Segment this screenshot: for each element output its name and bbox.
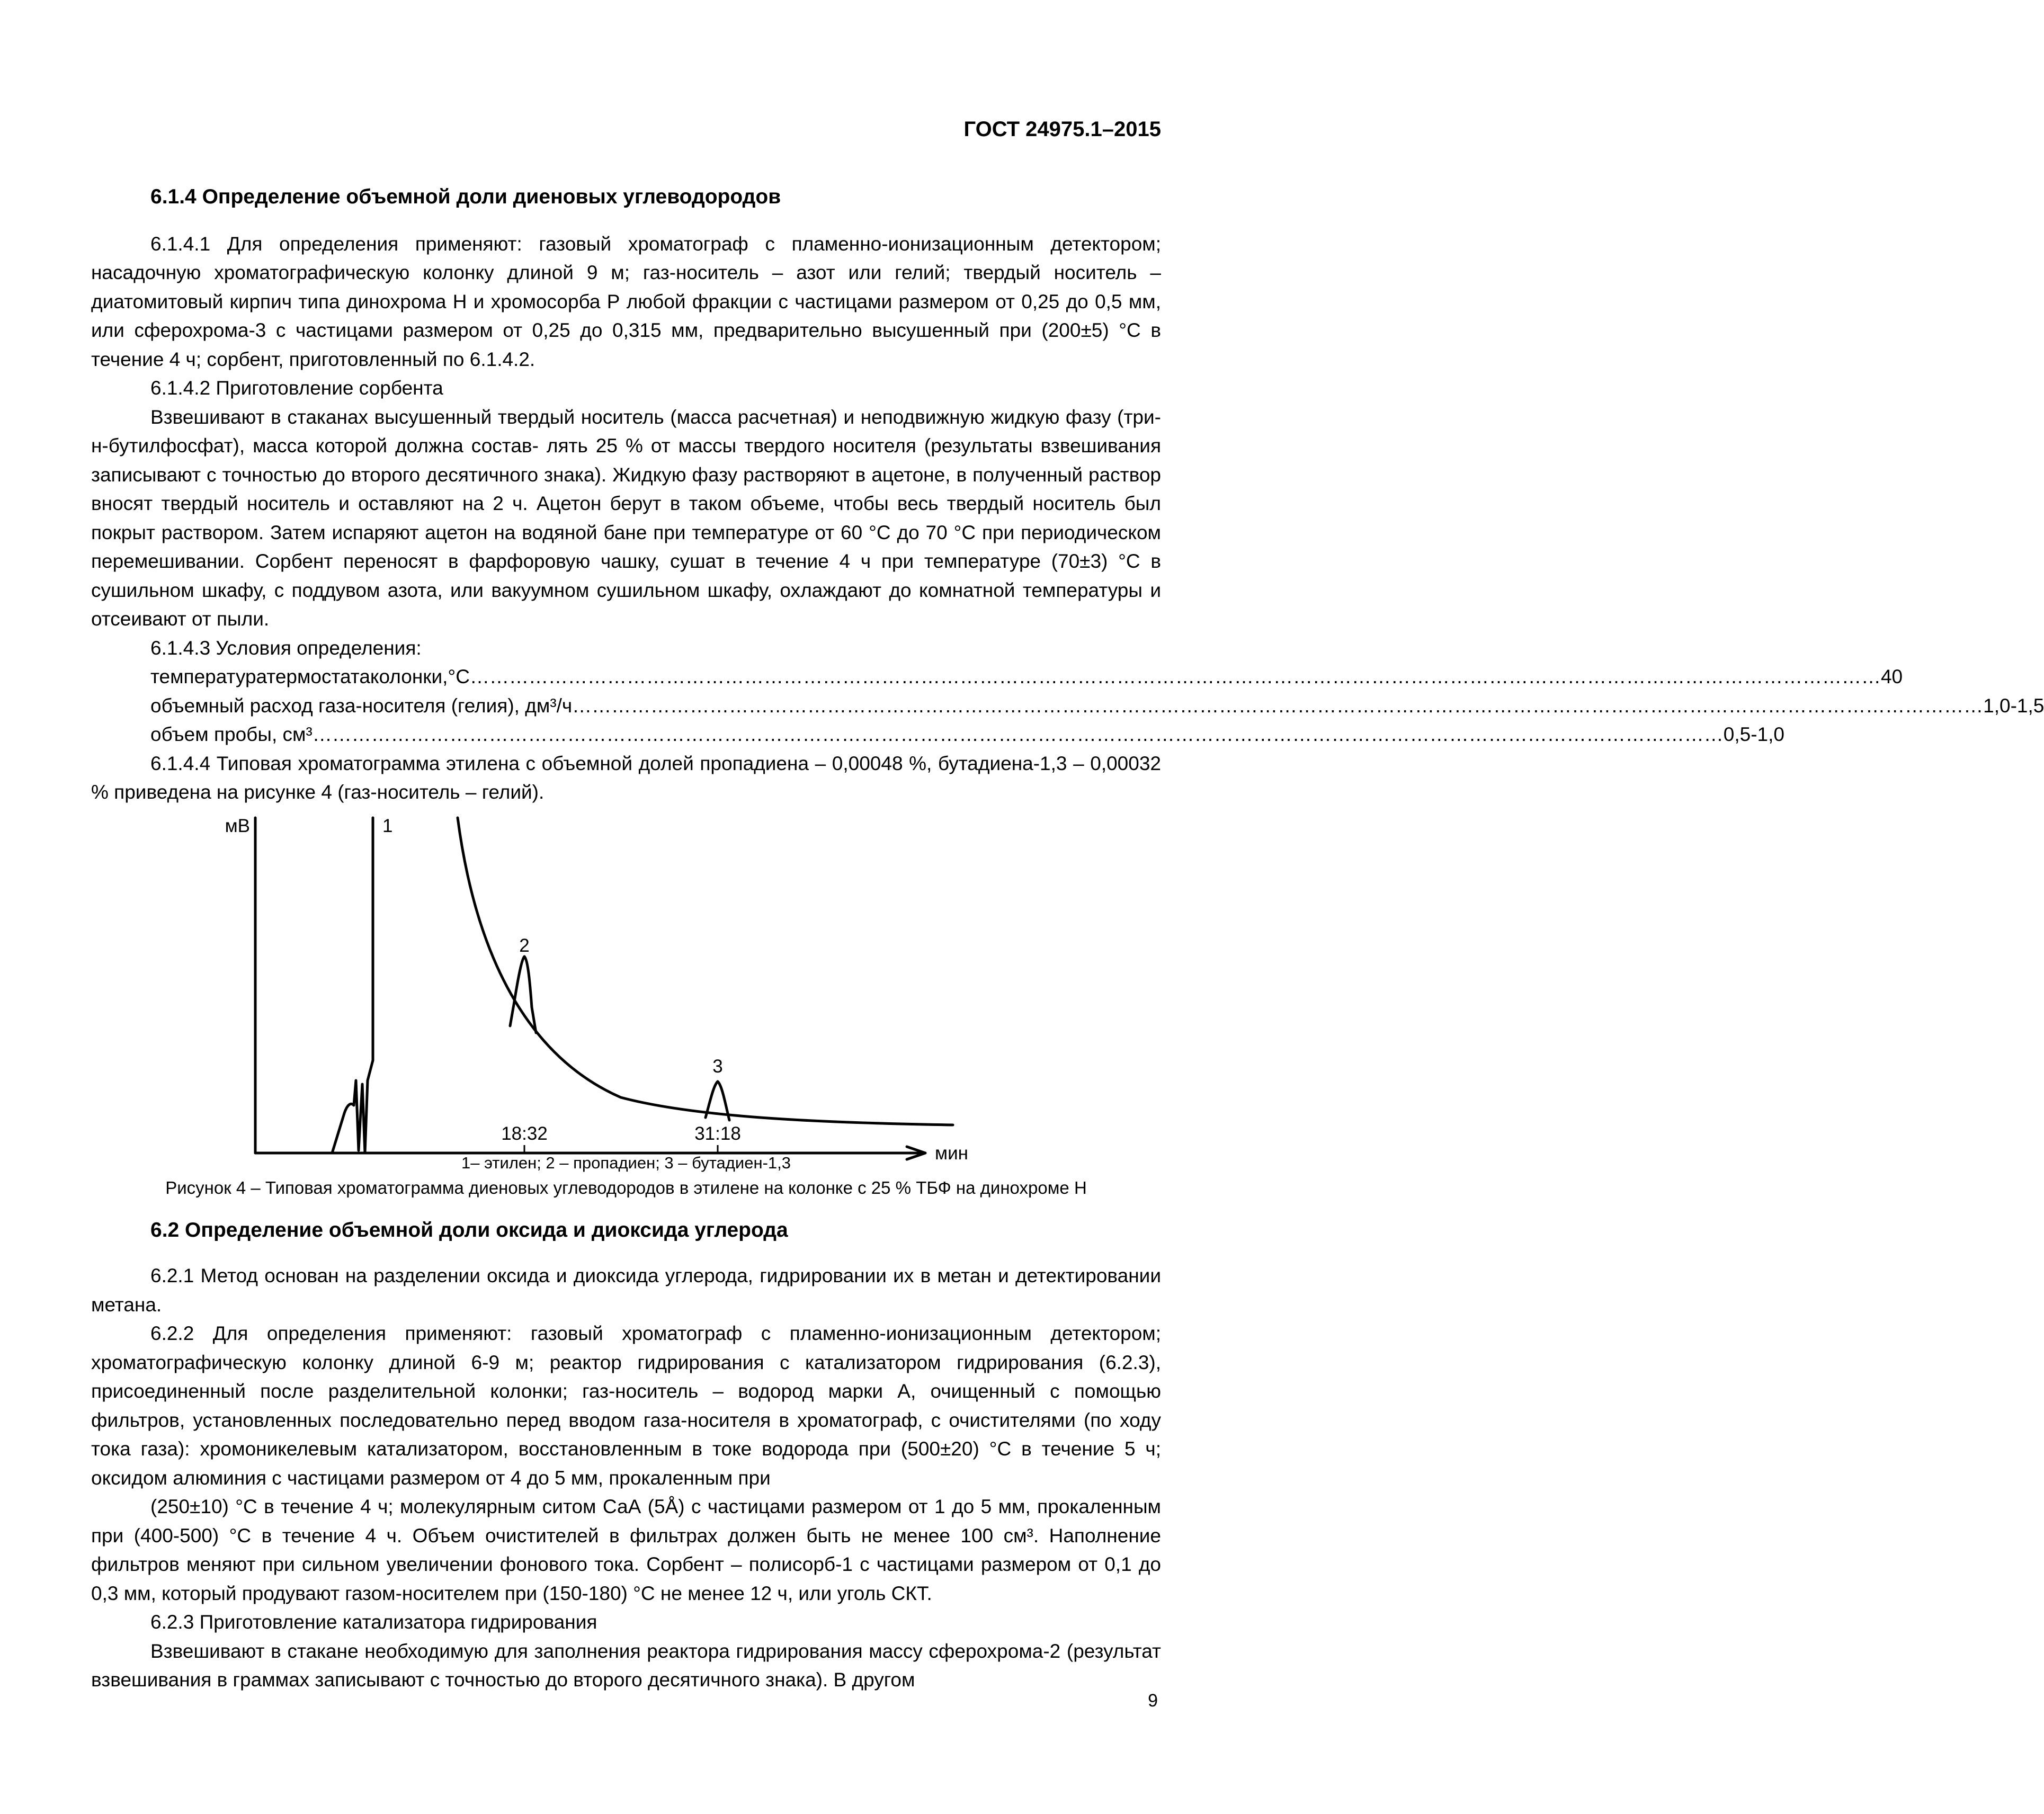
figure-legend: 1– этилен; 2 – пропадиен; 3 – бутадиен-1,3: [461, 1153, 791, 1172]
condition-label: объемный расход газа-носителя (гелия), дм³/ч: [150, 694, 573, 717]
peak-1-trace: [332, 818, 373, 1153]
document-code: ГОСТ 24975.1–2015: [963, 118, 1161, 141]
condition-value: 40: [1880, 666, 1903, 687]
condition-label: температуратермостатаколонки,°С: [150, 666, 470, 687]
peak-1-label: 1: [382, 815, 393, 836]
condition-value: 1,0-1,5: [1983, 694, 2044, 717]
x-tick-label-1: 18:32: [501, 1123, 548, 1144]
condition-row: [91, 692, 2044, 721]
baseline-curve: [458, 818, 953, 1125]
paragraph-6-2-1: 6.2.1 Метод основан на разделении оксида и диоксида углерода, гидрировании их в метан и детектировании метана.: [91, 1265, 1161, 1316]
dot-leader: [313, 720, 1724, 749]
condition-row: [91, 720, 1784, 749]
paragraph-6-1-4-2-title: 6.1.4.2 Приготовление сорбента: [150, 377, 443, 399]
dot-leader: [572, 692, 1983, 721]
paragraph-6-1-4-4: 6.1.4.4 Типовая хроматограмма этилена с объемной долей пропадиена – 0,00048 %, бутадиена-1,3 – 0,00032 % приведена на рисунке 4 (газ-носитель – гелий).: [91, 752, 1161, 803]
section-heading-6-2: 6.2 Определение объемной доли оксида и диоксида углерода: [150, 1218, 788, 1241]
peak-2-label: 2: [519, 935, 530, 956]
x-tick-label-2: 31:18: [694, 1123, 741, 1144]
paragraph-6-1-4-1: 6.1.4.1 Для определения применяют: газовый хроматограф с пламенно-ионизационным детектором; насадочную хроматографическую колонку длиной 9 м; газ-носитель – азот или гелий; твердый носитель – диатомитовый кирпич типа динохрома Н и хромосорба Р любой фракции с частицами размером от 0,25 до 0,5 мм, или сферохрома-3 с частицами размером от 0,25 до 0,315 мм, предварительно высушенный при (200±5) °С в течение 4 ч; сорбент, приготовленный по 6.1.4.2.: [91, 233, 1161, 370]
condition-label: объем пробы, см³: [150, 723, 313, 745]
paragraph-sorbent-preparation: Взвешивают в стаканах высушенный твердый носитель (масса расчетная) и неподвижную жидкую фазу (три-н-бутилфосфат), масса которой должна состав- лять 25 % от массы твердого носителя (результаты взвешивания записывают с точностью до второго десятичного знака). Жидкую фазу растворяют в ацетоне, в полученный раствор вносят твердый носитель и оставляют на 2 ч. Ацетон берут в таком объеме, чтобы весь твердый носитель был покрыт раствором. Затем испаряют ацетон на водяной бане при температуре от 60 °С до 70 °С при периодическом перемешивании. Сорбент переносят в фарфоровую чашку, сушат в течение 4 ч при температуре (70±3) °С в сушильном шкафу, с поддувом азота, или вакуумном сушильном шкафу, охлаждают до комнатной температуры и отсеивают от пыли.: [91, 406, 1161, 630]
condition-row: [91, 663, 1903, 692]
paragraph-6-2-2-cont: (250±10) °С в течение 4 ч; молекулярным ситом СаА (5Å) с частицами размером от 1 до 5 мм, прокаленным при (400-500) °С в течение 4 ч. Объем очистителей в фильтрах должен быть не менее 100 см³. Наполнение фильтров меняют при сильном увеличении фонового тока. Сорбент – полисорб-1 с частицами размером от 0,1 до 0,3 мм, который продувают газом-носителем при (150-180) °С не менее 12 ч, или уголь СКТ.: [91, 1496, 1161, 1604]
document-body: [91, 183, 2044, 1695]
paragraph-6-1-4-3-title: 6.1.4.3 Условия определения:: [150, 637, 422, 659]
peak-2-trace: [510, 957, 536, 1033]
figure-caption: Рисунок 4 – Типовая хроматограмма диеновых углеводородов в этилене на колонке с 25 % ТБФ на динохроме Н: [165, 1177, 1087, 1198]
dot-leader: [470, 663, 1881, 692]
paragraph-6-2-3-title: 6.2.3 Приготовление катализатора гидрирования: [150, 1611, 597, 1633]
paragraph-6-2-2: 6.2.2 Для определения применяют: газовый хроматограф с пламенно-ионизационным детектором; хроматографическую колонку длиной 6-9 м; реактор гидрирования с катализатором гидрирования (6.2.3), присоединенный после разделительной колонки; газ-носитель – водород марки А, очищенный с помощью фильтров, установленных последовательно перед вводом газа-носителя в хроматограф, с очистителями (по ходу тока газа): хромоникелевым катализатором, восстановленным в токе водорода при (500±20) °С в течение 5 ч; оксидом алюминия с частицами размером от 4 до 5 мм, прокаленным при: [91, 1322, 1161, 1489]
page-number: 9: [1148, 1691, 1158, 1711]
x-axis-label: мин: [935, 1142, 968, 1164]
section-heading-6-1-4: 6.1.4 Определение объемной доли диеновых углеводородов: [150, 185, 781, 208]
paragraph-6-2-3: Взвешивают в стакане необходимую для заполнения реактора гидрирования массу сферохрома-2 (результат взвешивания в граммах записывают с точностью до второго десятичного знака). В другом: [91, 1640, 1161, 1691]
y-axis-label: мВ: [225, 815, 250, 836]
peak-3-label: 3: [712, 1056, 723, 1077]
condition-value: 0,5-1,0: [1723, 723, 1784, 745]
